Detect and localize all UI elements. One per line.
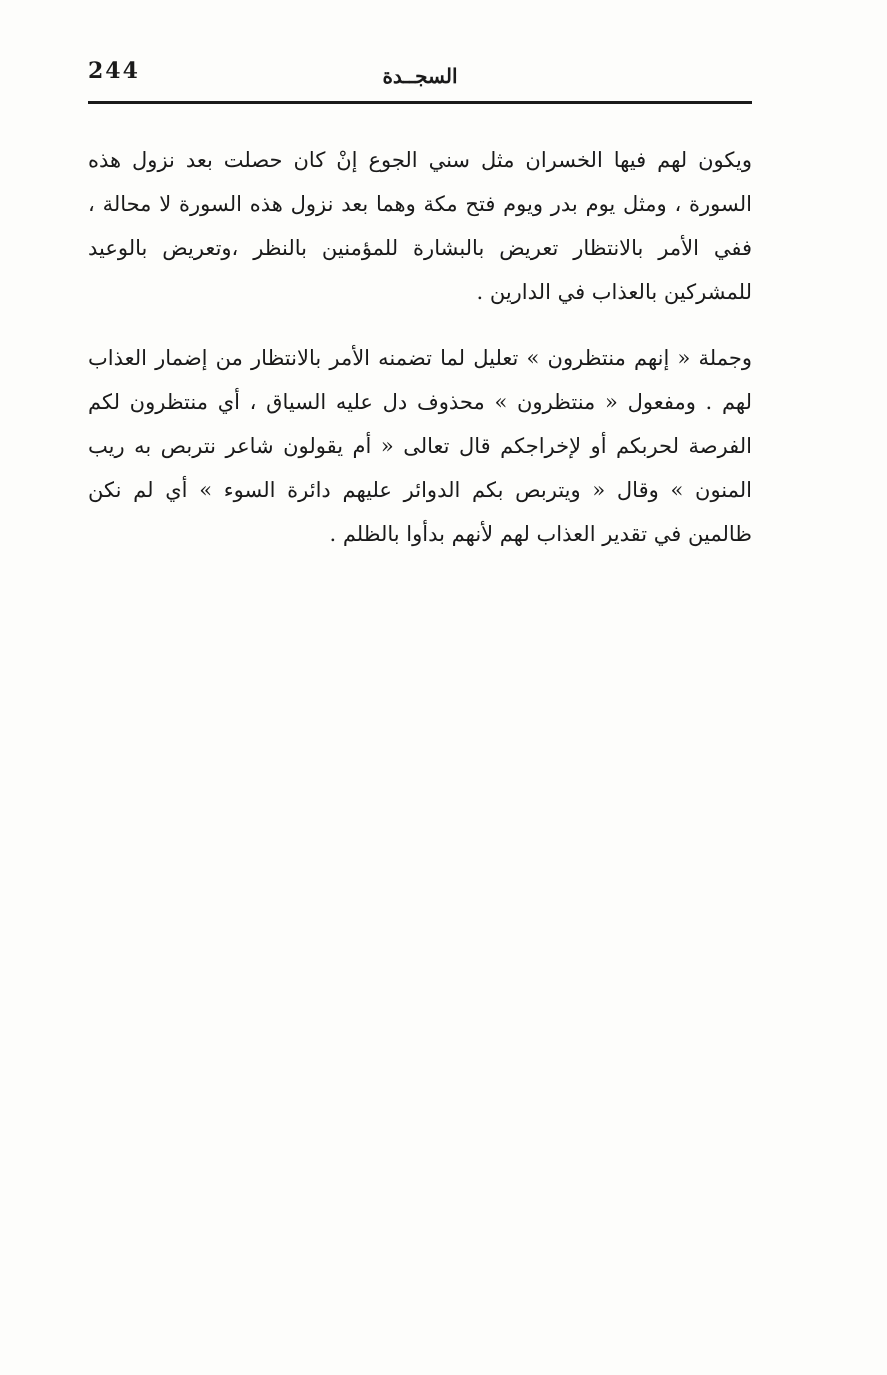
body-text [88, 138, 752, 556]
paragraph-2: وجملة « إنهم منتظرون » تعليل لما تضمنه الأمر بالانتظار من إضمار العذاب لهم . ومفعول « منتظرون » محذوف دل عليه السياق ، أي منتظرون لكم الفرصة لحربكم أو لإخراجكم قال تعالى « أم يقولون شاعر نتربص به ريب المنون » وقال « ويتربص بكم الدوائر عليهم دائرة السوء » أي لم نكن ظالمين في تقدير العذاب لهم لأنهم بدأوا بالظلم . [88, 346, 752, 546]
page-number: 244 [88, 58, 140, 84]
page-header [88, 58, 752, 100]
running-title: السجــدة [382, 64, 458, 88]
paragraph-1: ويكون لهم فيها الخسران مثل سني الجوع إنْ كان حصلت بعد نزول هذه السورة ، ومثل يوم بدر ويوم فتح مكة وهما بعد نزول هذه السورة لا محالة ، ففي الأمر بالانتظار تعريض بالبشارة للمؤمنين بالنظر ،وتعريض بالوعيد للمشركين بالعذاب في الدارين . [88, 148, 752, 304]
header-rule [88, 101, 752, 104]
